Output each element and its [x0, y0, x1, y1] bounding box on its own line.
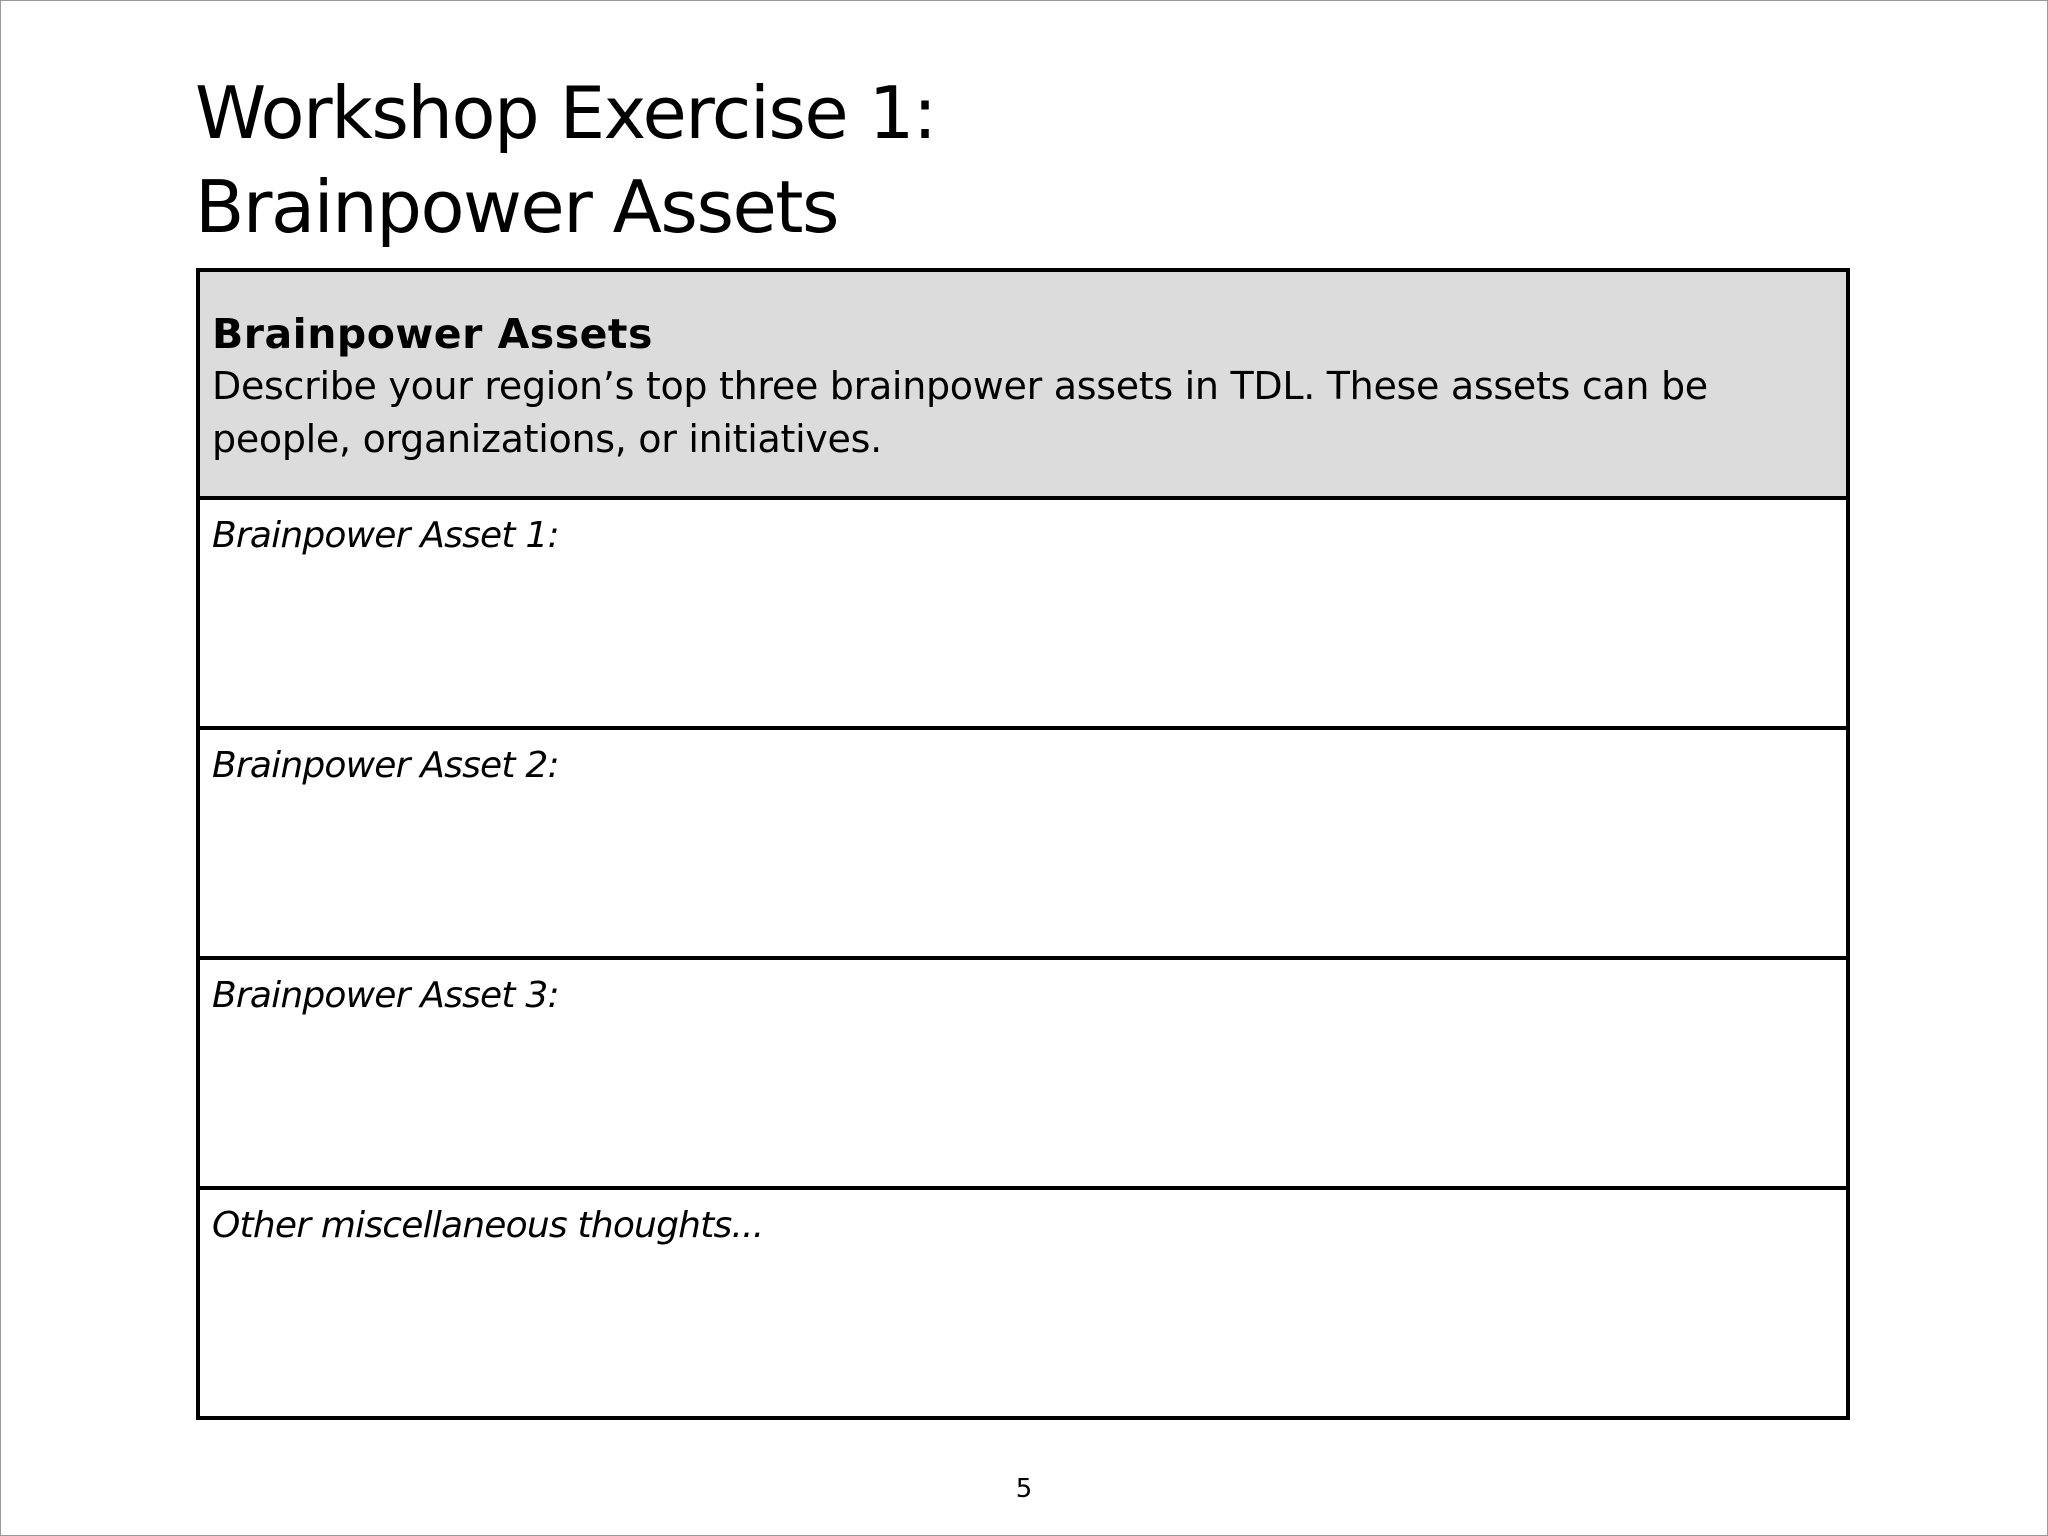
other-thoughts-field[interactable] — [200, 1190, 1846, 1416]
worksheet-table — [196, 268, 1850, 1420]
page-title — [195, 66, 936, 254]
brainpower-asset-2-field[interactable] — [200, 730, 1846, 960]
brainpower-asset-1-label: Brainpower Asset 1: — [212, 515, 559, 556]
brainpower-asset-3-label: Brainpower Asset 3: — [212, 975, 559, 1016]
brainpower-asset-3-field[interactable] — [200, 960, 1846, 1190]
page-number: 5 — [1015, 1474, 1033, 1504]
other-thoughts-label: Other miscellaneous thoughts... — [212, 1205, 764, 1246]
brainpower-asset-1-field[interactable] — [200, 500, 1846, 730]
page-title-line-2: Brainpower Assets — [195, 165, 838, 249]
worksheet-instructions: Describe your region’s top three brainpower assets in TDL. These assets can be people, organizations, or initiatives. — [212, 364, 1708, 461]
worksheet-heading: Brainpower Assets — [212, 310, 653, 358]
worksheet-header — [200, 272, 1846, 500]
brainpower-asset-2-label: Brainpower Asset 2: — [212, 745, 559, 786]
page-title-line-1: Workshop Exercise 1: — [195, 71, 936, 155]
